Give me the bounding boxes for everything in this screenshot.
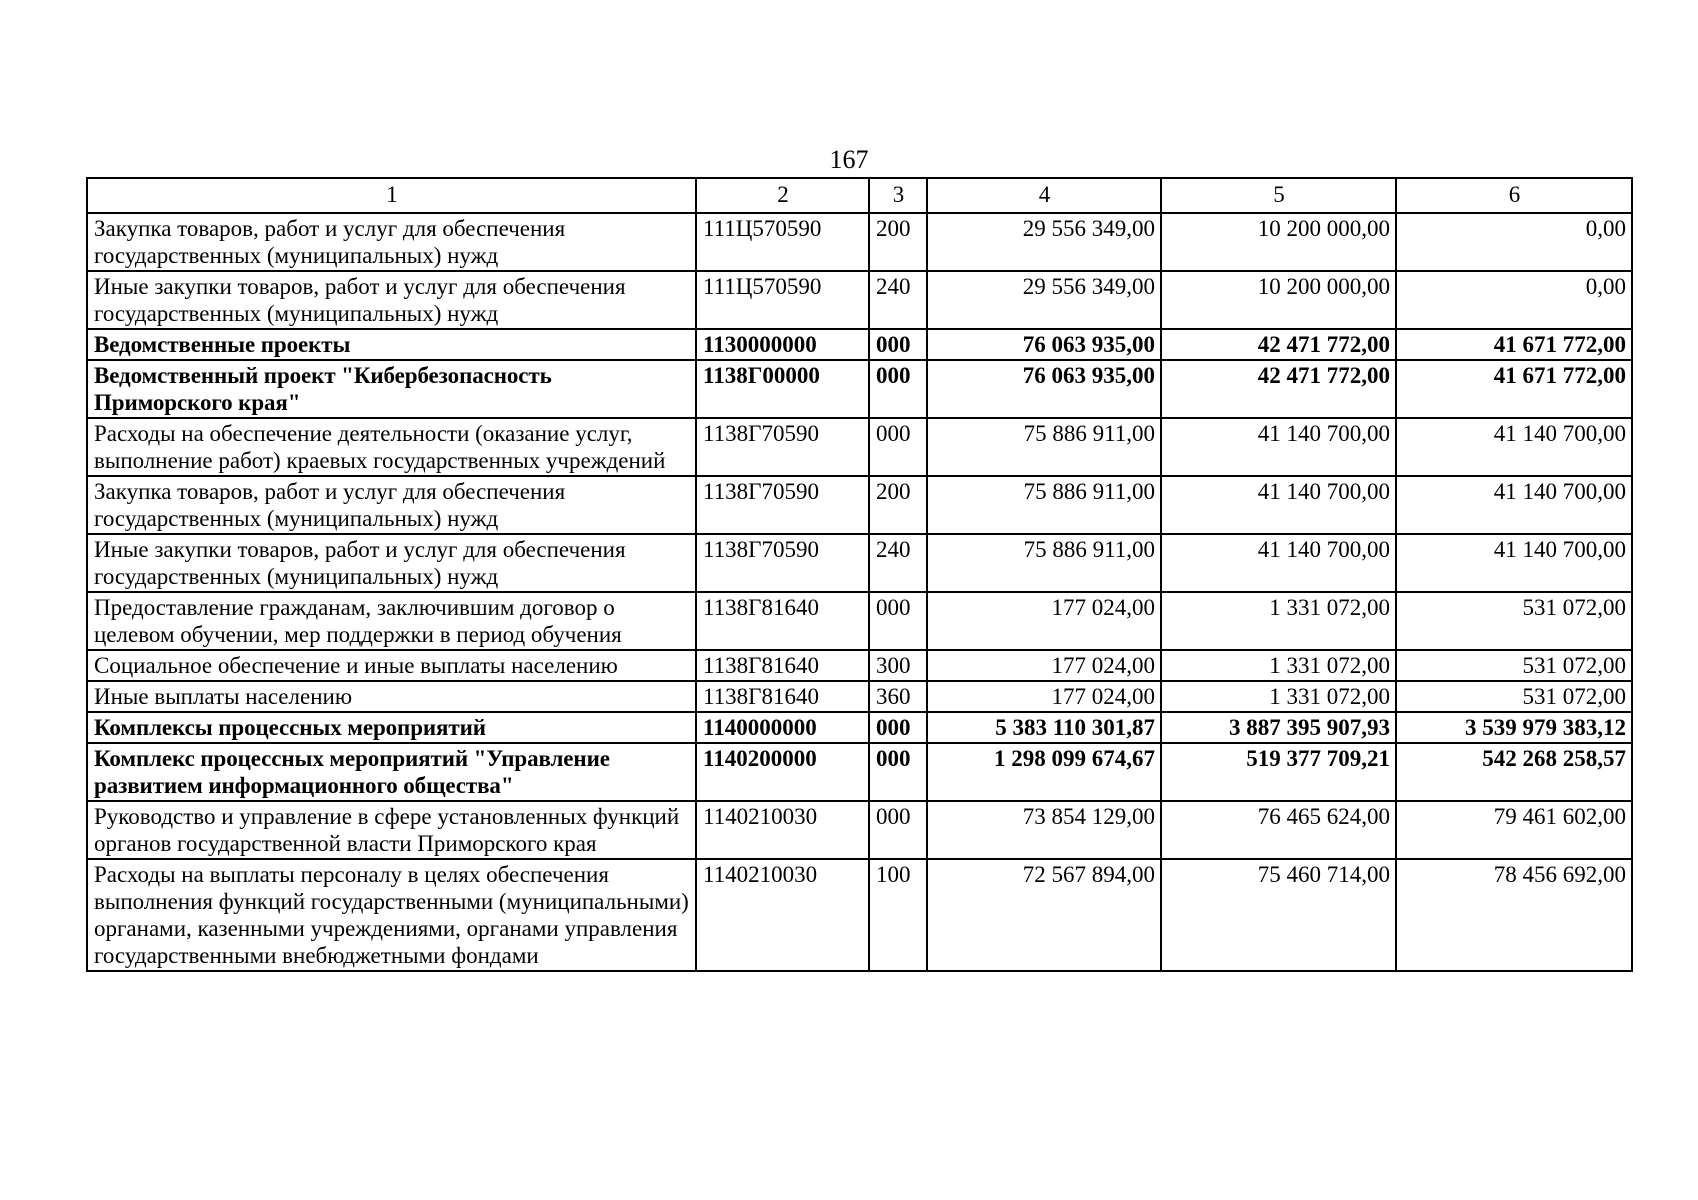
row-value-4: 29 556 349,00	[927, 213, 1161, 271]
row-kvr: 000	[869, 329, 927, 360]
row-name: Предоставление гражданам, заключившим договор о целевом обучении, мер поддержки в период обучения	[87, 592, 696, 650]
row-value-6: 41 140 700,00	[1396, 534, 1632, 592]
row-value-5: 1 331 072,00	[1161, 592, 1396, 650]
row-code: 1138Г70590	[696, 476, 869, 534]
row-value-5: 75 460 714,00	[1161, 859, 1396, 971]
row-value-4: 177 024,00	[927, 681, 1161, 712]
row-value-4: 5 383 110 301,87	[927, 712, 1161, 743]
row-code: 1138Г81640	[696, 650, 869, 681]
page-number: 167	[829, 145, 869, 174]
row-value-5: 41 140 700,00	[1161, 534, 1396, 592]
row-value-4: 75 886 911,00	[927, 476, 1161, 534]
row-value-5: 3 887 395 907,93	[1161, 712, 1396, 743]
row-kvr: 000	[869, 360, 927, 418]
header-col-1: 1	[87, 178, 696, 213]
row-value-6: 0,00	[1396, 271, 1632, 329]
header-row	[87, 178, 1632, 213]
table-row	[87, 650, 1632, 681]
row-kvr: 300	[869, 650, 927, 681]
row-value-5: 10 200 000,00	[1161, 213, 1396, 271]
row-value-4: 177 024,00	[927, 650, 1161, 681]
header-col-4: 4	[927, 178, 1161, 213]
row-value-4: 76 063 935,00	[927, 329, 1161, 360]
row-value-5: 41 140 700,00	[1161, 476, 1396, 534]
row-name: Ведомственный проект "Кибербезопасность Приморского края"	[87, 360, 696, 418]
header-col-6: 6	[1396, 178, 1632, 213]
row-value-6: 41 140 700,00	[1396, 418, 1632, 476]
row-name: Закупка товаров, работ и услуг для обеспечения государственных (муниципальных) нужд	[87, 476, 696, 534]
row-value-5: 1 331 072,00	[1161, 650, 1396, 681]
row-code: 1138Г81640	[696, 681, 869, 712]
row-value-4: 177 024,00	[927, 592, 1161, 650]
header-col-2: 2	[696, 178, 869, 213]
row-value-5: 42 471 772,00	[1161, 329, 1396, 360]
row-value-5: 10 200 000,00	[1161, 271, 1396, 329]
row-kvr: 100	[869, 859, 927, 971]
row-code: 1138Г81640	[696, 592, 869, 650]
row-name: Социальное обеспечение и иные выплаты населению	[87, 650, 696, 681]
row-value-4: 73 854 129,00	[927, 801, 1161, 859]
table-row	[87, 271, 1632, 329]
row-name: Руководство и управление в сфере установленных функций органов государственной власти Приморского края	[87, 801, 696, 859]
table-row	[87, 681, 1632, 712]
row-code: 1140000000	[696, 712, 869, 743]
table-row	[87, 476, 1632, 534]
row-value-4: 76 063 935,00	[927, 360, 1161, 418]
header-col-3: 3	[869, 178, 927, 213]
row-code: 1138Г70590	[696, 534, 869, 592]
row-name: Закупка товаров, работ и услуг для обеспечения государственных (муниципальных) нужд	[87, 213, 696, 271]
row-kvr: 200	[869, 476, 927, 534]
row-value-6: 531 072,00	[1396, 592, 1632, 650]
row-value-4: 72 567 894,00	[927, 859, 1161, 971]
table-row	[87, 213, 1632, 271]
row-value-4: 29 556 349,00	[927, 271, 1161, 329]
row-name: Иные выплаты населению	[87, 681, 696, 712]
budget-table	[86, 177, 1633, 972]
row-value-4: 75 886 911,00	[927, 418, 1161, 476]
row-kvr: 000	[869, 743, 927, 801]
row-kvr: 000	[869, 801, 927, 859]
table-row	[87, 712, 1632, 743]
row-value-6: 3 539 979 383,12	[1396, 712, 1632, 743]
row-code: 1140210030	[696, 801, 869, 859]
table-row	[87, 592, 1632, 650]
row-name: Иные закупки товаров, работ и услуг для обеспечения государственных (муниципальных) нужд	[87, 271, 696, 329]
table-row	[87, 329, 1632, 360]
row-value-6: 0,00	[1396, 213, 1632, 271]
row-code: 111Ц570590	[696, 271, 869, 329]
table-row	[87, 743, 1632, 801]
table-row	[87, 360, 1632, 418]
row-value-5: 41 140 700,00	[1161, 418, 1396, 476]
header-col-5: 5	[1161, 178, 1396, 213]
row-kvr: 000	[869, 418, 927, 476]
row-value-6: 78 456 692,00	[1396, 859, 1632, 971]
table-row	[87, 534, 1632, 592]
row-value-5: 42 471 772,00	[1161, 360, 1396, 418]
row-value-5: 519 377 709,21	[1161, 743, 1396, 801]
row-kvr: 200	[869, 213, 927, 271]
row-value-5: 1 331 072,00	[1161, 681, 1396, 712]
row-name: Расходы на обеспечение деятельности (оказание услуг, выполнение работ) краевых государственных учреждений	[87, 418, 696, 476]
table-row	[87, 801, 1632, 859]
row-code: 1130000000	[696, 329, 869, 360]
row-code: 111Ц570590	[696, 213, 869, 271]
row-code: 1140200000	[696, 743, 869, 801]
row-value-4: 1 298 099 674,67	[927, 743, 1161, 801]
row-value-6: 41 671 772,00	[1396, 360, 1632, 418]
row-name: Расходы на выплаты персоналу в целях обеспечения выполнения функций государственными (муниципальными) органами, казенными учреждениями, органами управления государственными внебюджетными фондами	[87, 859, 696, 971]
table-row	[87, 418, 1632, 476]
row-kvr: 240	[869, 534, 927, 592]
row-value-6: 531 072,00	[1396, 650, 1632, 681]
table-row	[87, 859, 1632, 971]
row-code: 1140210030	[696, 859, 869, 971]
row-name: Иные закупки товаров, работ и услуг для обеспечения государственных (муниципальных) нужд	[87, 534, 696, 592]
row-code: 1138Г70590	[696, 418, 869, 476]
row-code: 1138Г00000	[696, 360, 869, 418]
row-name: Ведомственные проекты	[87, 329, 696, 360]
row-kvr: 240	[869, 271, 927, 329]
row-kvr: 360	[869, 681, 927, 712]
row-kvr: 000	[869, 592, 927, 650]
row-value-6: 41 140 700,00	[1396, 476, 1632, 534]
row-name: Комплекс процессных мероприятий "Управление развитием информационного общества"	[87, 743, 696, 801]
row-value-4: 75 886 911,00	[927, 534, 1161, 592]
row-value-5: 76 465 624,00	[1161, 801, 1396, 859]
row-value-6: 531 072,00	[1396, 681, 1632, 712]
row-value-6: 41 671 772,00	[1396, 329, 1632, 360]
row-kvr: 000	[869, 712, 927, 743]
row-value-6: 542 268 258,57	[1396, 743, 1632, 801]
row-value-6: 79 461 602,00	[1396, 801, 1632, 859]
row-name: Комплексы процессных мероприятий	[87, 712, 696, 743]
